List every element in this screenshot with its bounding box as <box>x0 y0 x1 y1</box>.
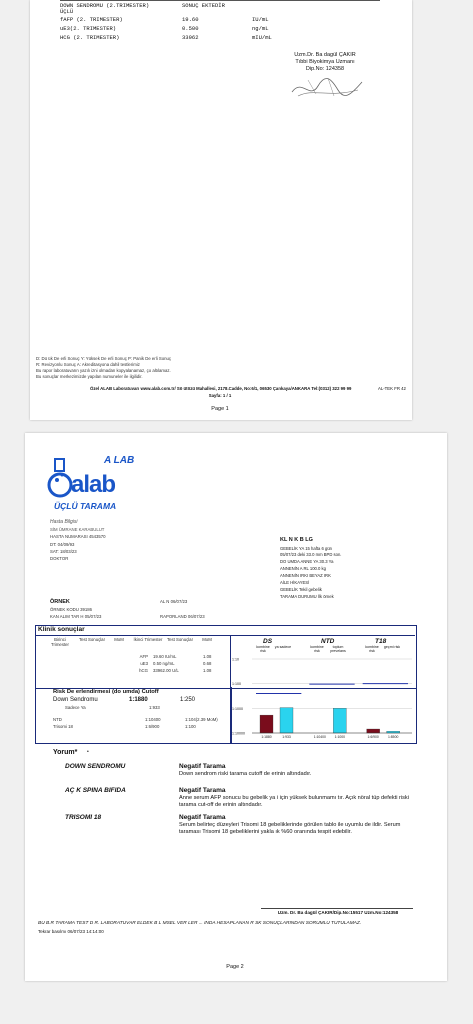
test-unit: ng/mL <box>252 25 269 32</box>
bar-label: 1:933 <box>282 735 291 739</box>
ornek-title: ÖRNEK <box>50 599 70 605</box>
y-tick-label: 1:10 <box>232 657 239 662</box>
test-value: 0.500 <box>182 25 199 32</box>
patient-sat: SAT: 18/03/23 <box>50 549 77 554</box>
legend-line: Bu rapor laboratuvarın yazılı izni olmadan kopyalanamaz, ço altılamaz. <box>36 368 171 373</box>
chart-sub: kombine risk <box>310 645 324 653</box>
risk-ntd-label: NTD <box>53 717 62 722</box>
report-page-1 <box>30 0 412 420</box>
logo-text: alab <box>71 471 116 498</box>
signature-image <box>288 74 368 102</box>
kl-line: GEBELİK YA 15 hafta 6 gün <box>280 546 332 551</box>
risk-chart <box>230 655 415 743</box>
sayfa-label: Sayfa: 1 / 1 <box>208 393 232 398</box>
chart-sub: kombine risk <box>256 645 270 653</box>
marker-value: 0.50 ng/mL <box>153 661 175 666</box>
kl-line: DO UMDA ANNE YA 30.3 Ya <box>280 559 334 564</box>
yorum-section: TRISOMI 18 <box>65 814 102 821</box>
brand-a-lab: A LAB <box>104 455 135 466</box>
risk-sadece-label: Sadece Ya <box>65 705 86 710</box>
marker-mom: 1.08 <box>203 668 212 673</box>
chart-bar <box>260 715 273 733</box>
y-tick-label: 1:1000 <box>232 706 243 711</box>
legend-line: R: Revizyonlu Sonuç A: Akreditasyona dahil testlerimiz <box>36 362 140 367</box>
report-subtitle: ÜÇLÜ TARAMA <box>54 501 117 511</box>
chart-sub: ya sadece <box>274 645 292 649</box>
yorum-text: Serum belirteç düzeyleri Trisomi 18 gebeliklerinde görülen tablo ile uyumlu de ildir. Serum taraması Trisomi 18 gebeliklerini yakla ık %60 oranında tespit edebilir. <box>179 822 401 835</box>
col-header: MoM <box>114 637 124 642</box>
test-unit: mIU/mL <box>252 34 272 41</box>
kl-line: ANNENİN A RL 100.0 kg <box>280 566 326 571</box>
lab-footer: Özel ALAB Laboratuvarı www.alab.com.tr/ Sö ütözü Mahallesi, 2178.Cadde, No:6/1, 06530 Çankaya/ANKARA Tel:(0312) 322 99 99 <box>90 386 352 391</box>
y-tick-label: 1:100 <box>232 682 241 687</box>
chart-head-ntd: NTD <box>321 638 335 645</box>
kl-line: GEBELİK Tekil gebelik <box>280 587 322 592</box>
chart-bar <box>280 708 293 733</box>
bar-label: 1:1000 <box>334 735 346 739</box>
page-number: Page 2 <box>226 964 244 970</box>
marker-name: hCG <box>139 668 148 673</box>
risk-box <box>35 687 232 744</box>
test-name: fAFP (2. TRIMESTER) <box>60 16 123 23</box>
col-header: İkinci Trimester <box>133 637 163 642</box>
test-name: uE3(2. TRIMESTER) <box>60 25 117 32</box>
kl-line: ANNENİN IRKI BEYAZ IRK <box>280 573 331 578</box>
test-value: 33962 <box>182 34 199 41</box>
patient-number: HASTA NUMARASI 4543570 <box>50 534 106 539</box>
bar-label: 1:1880 <box>261 735 272 739</box>
flask-logo-icon <box>47 457 73 503</box>
chart-bar <box>333 708 346 733</box>
bar-label: 1:6/900 <box>367 735 379 739</box>
marker-name: AFP <box>139 654 148 659</box>
marker-value: 19.60 IU/mL <box>153 654 177 659</box>
yorum-section: DOWN SENDROMU <box>65 763 126 770</box>
kl-line: TARAMA DURUMU İlk örnek <box>280 594 334 599</box>
divider <box>60 0 380 1</box>
sign-line: Uzm. Dr. Ba dagül ÇAKIR/Dip.No:15517 Uzm.No:124358 <box>277 910 399 915</box>
marker-mom: 0.68 <box>203 661 212 666</box>
ornek-date: KAN ALIM TAR H 05/07/23 <box>50 614 102 619</box>
bar-label: 1:10400 <box>313 735 326 739</box>
y-tick-label: 1:10000 <box>232 731 245 736</box>
ornek-code: ÖRNEK KODU 39186 <box>50 607 93 612</box>
report-date: RAPORLAND 06/07/23 <box>160 614 205 619</box>
page-number: Page 1 <box>211 406 229 412</box>
col-header: Birinci Trimester <box>51 637 69 647</box>
yorum-section: AÇ K SPINA BIFIDA <box>65 787 126 794</box>
risk-down-label: Down Sendromu <box>53 697 98 703</box>
legend-line: D: Dü ük De erli Sonuç Y: Yüksek De erli Sonuç P: Panik De erli Sonuç <box>36 356 172 361</box>
marker-name: uE3 <box>140 661 148 666</box>
marker-mom: 1.08 <box>203 654 212 659</box>
doctor-title: Tıbbi Biyokimya Uzmanı <box>295 59 355 65</box>
risk-down-value: 1:1880 <box>129 697 148 703</box>
kl-line: 05/07/23 deki 33.0 mm BPD son. <box>280 552 342 557</box>
patient-dob: DT: 04/09/93 <box>50 542 75 547</box>
bar-label: 1:8500 <box>387 735 399 739</box>
disclaimer: BU B.R TARAMA TEST D R. LABORATUVAR ELDEK B L MSEL VER LER ... INDA HESAPLANAN R SK SONUÇLARINDAN SORUMLU TUTULAMAZ. <box>38 921 362 926</box>
patient-section-title: Hasta Bilgisi <box>50 519 78 525</box>
doctor-name: Uzm.Dr. Ba dagül ÇAKIR <box>294 52 356 58</box>
yorum-result: Negatif Tarama <box>179 763 226 770</box>
chart-head-ds: DS <box>263 638 273 645</box>
risk-t18-value: 1:6/900 <box>145 724 160 729</box>
risk-down-cutoff: 1:250 <box>180 697 196 703</box>
doctor-dip: Dip.No: 124358 <box>305 66 345 72</box>
test-name-sub: ÜÇLÜ <box>60 8 74 15</box>
risk-ntd-cutoff: 1:104(2.39 MoM) <box>185 717 218 722</box>
test-name: HCG (2. TRIMESTER) <box>60 34 120 41</box>
col-header: Test Sonuçlar <box>166 637 194 642</box>
legend-line: Bu sonuçlar merkezimizde yapılan numuneler ile ilgilidir. <box>36 374 143 379</box>
test-name: DOWN SENDROMU (2.TRIMESTER) <box>60 2 150 9</box>
yorum-text: Down sendrom riski tarama cutoff de erinin altındadır. <box>179 771 312 777</box>
chart-bar <box>387 731 400 733</box>
test-value: 19.60 <box>182 16 199 23</box>
received-date: AL N 06/07/23 <box>160 599 188 604</box>
yorum-marker: • <box>87 749 89 755</box>
yorum-text: Anne serum AFP sonucu bu gebelik ya i için yüksek bulunmamı tır. Açık nöral tüp defekti riski tarama cut-off de erinin altındadır. <box>179 795 409 808</box>
chart-bar <box>367 729 380 733</box>
risk-ntd-value: 1:10400 <box>145 717 161 722</box>
divider <box>261 908 413 909</box>
chart-sub: kombine risk <box>365 645 379 653</box>
test-value: SONUÇ EKTEDİR <box>182 2 225 9</box>
col-header: MoM <box>202 637 212 642</box>
reprint-time: Tekrar basılmı 06/07/23 14:14:00 <box>38 929 104 934</box>
risk-t18-cutoff: 1:100 <box>185 724 196 729</box>
kl-line: AİLE HİKAYESİ <box>280 580 310 585</box>
yorum-result: Negatif Tarama <box>179 787 226 794</box>
marker-value: 33962.00 U/L <box>153 668 179 673</box>
yorum-result: Negatif Tarama <box>179 814 226 821</box>
test-unit: IU/mL <box>252 16 269 23</box>
col-header: Test Sonuçlar <box>78 637 106 642</box>
chart-sub: geçmi risk <box>383 645 401 649</box>
patient-doctor: DOKTOR <box>50 556 69 561</box>
risk-t18-label: Trisomi 18 <box>53 724 73 729</box>
risk-title: Risk De erlendirmesi (do umda) Cutoff <box>53 689 159 695</box>
klinik-title: Klinik sonuçlar <box>38 626 85 633</box>
risk-sadece-value: 1:933 <box>149 705 160 710</box>
form-code: AL-TEK FR 42 <box>378 386 406 391</box>
clinical-info-title: KL N K B LG <box>280 537 313 543</box>
report-page-2 <box>25 433 447 981</box>
chart-head-t18: T18 <box>375 638 387 645</box>
yorum-title: Yorum* <box>53 749 78 756</box>
chart-sub: toplum prevelans <box>330 645 346 653</box>
patient-name: SİM ÜMRANE KARABULUT <box>50 527 105 532</box>
